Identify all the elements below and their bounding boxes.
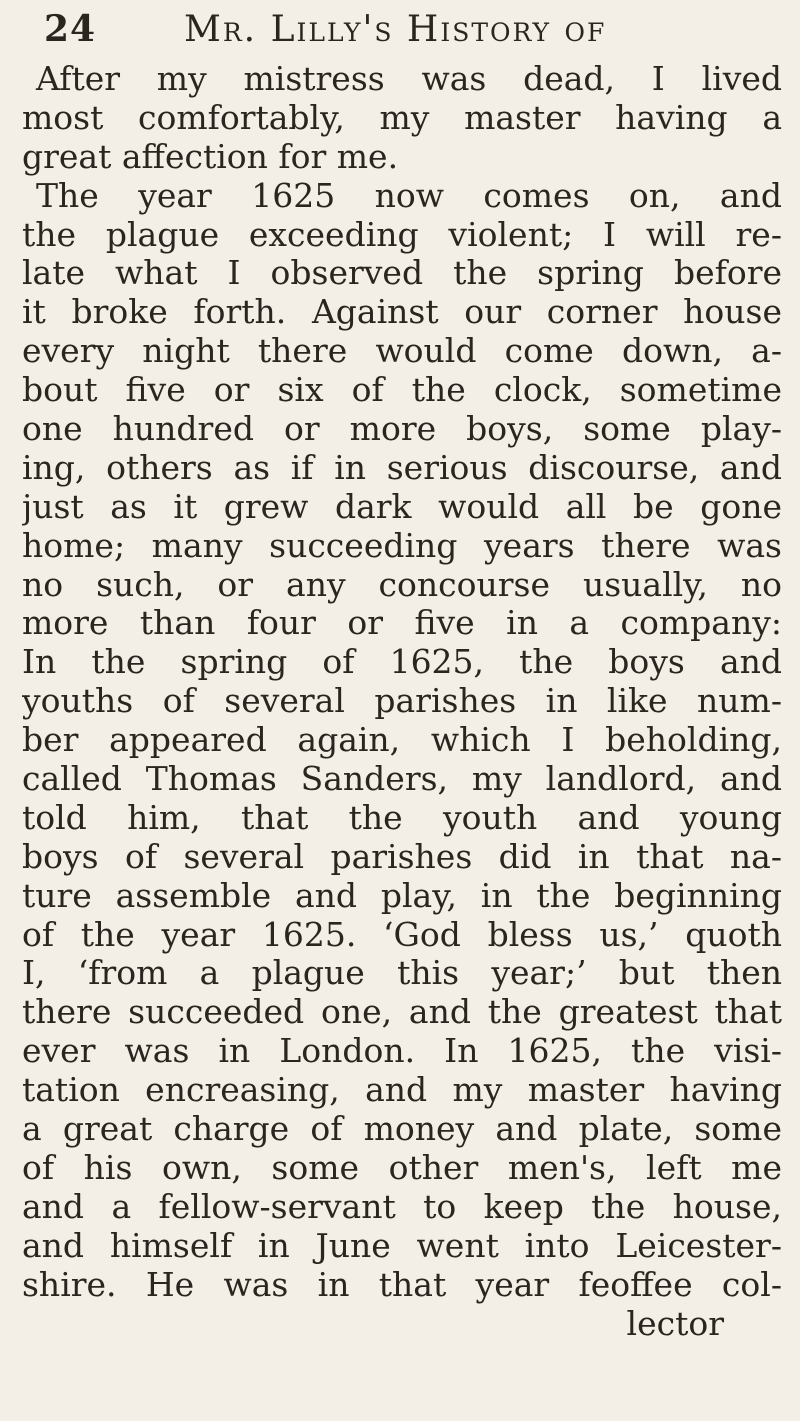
text-line: I, ‘from a plague this year;’ but then	[22, 954, 782, 993]
running-title: Mr. Lilly's History of	[184, 9, 607, 50]
text-line: late what I observed the spring before	[22, 254, 782, 293]
text-line: more than four or five in a company:	[22, 604, 782, 643]
body-text	[22, 60, 782, 1343]
text-line: it broke forth. Against our corner house	[22, 293, 782, 332]
text-line: ing, others as if in serious discourse, and	[22, 448, 782, 487]
text-line: youths of several parishes in like num-	[22, 682, 782, 721]
text-line: called Thomas Sanders, my landlord, and	[22, 760, 782, 799]
text-line: The year 1625 now comes on, and	[36, 176, 782, 215]
text-line: no such, or any concourse usually, no	[22, 565, 782, 604]
text-line: In the spring of 1625, the boys and	[22, 643, 782, 682]
text-line: a great charge of money and plate, some	[22, 1110, 782, 1149]
text-line: of his own, some other men's, left me	[22, 1148, 782, 1187]
text-line: great affection for me.	[22, 137, 399, 176]
page-number: 24	[44, 8, 97, 50]
text-line: bout five or six of the clock, sometime	[22, 371, 782, 410]
text-line: tation encreasing, and my master having	[22, 1071, 782, 1110]
text-line: home; many succeeding years there was	[22, 526, 782, 565]
text-line: told him, that the youth and young	[22, 798, 782, 837]
text-line: ber appeared again, which I beholding,	[22, 721, 782, 760]
text-line: of the year 1625. ‘God bless us,’ quoth	[22, 915, 782, 954]
text-line: just as it grew dark would all be gone	[22, 487, 782, 526]
text-line: After my mistress was dead, I lived	[36, 60, 782, 98]
text-line: most comfortably, my master having a	[22, 98, 782, 137]
text-line: and a fellow-servant to keep the house,	[22, 1187, 782, 1226]
catchword: lector	[626, 1303, 724, 1343]
text-line: ture assemble and play, in the beginning	[22, 876, 782, 915]
text-line: the plague exceeding violent; I will re-	[22, 215, 782, 254]
running-head	[44, 8, 764, 68]
text-line: shire. He was in that year feoffee col-	[22, 1265, 782, 1304]
text-line: and himself in June went into Leicester-	[22, 1226, 782, 1265]
text-line: ever was in London. In 1625, the visi-	[22, 1032, 782, 1071]
text-line: every night there would come down, a-	[22, 332, 782, 371]
text-line: boys of several parishes did in that na-	[22, 837, 782, 876]
text-line: one hundred or more boys, some play-	[22, 410, 782, 449]
text-line: there succeeded one, and the greatest that	[22, 993, 782, 1032]
